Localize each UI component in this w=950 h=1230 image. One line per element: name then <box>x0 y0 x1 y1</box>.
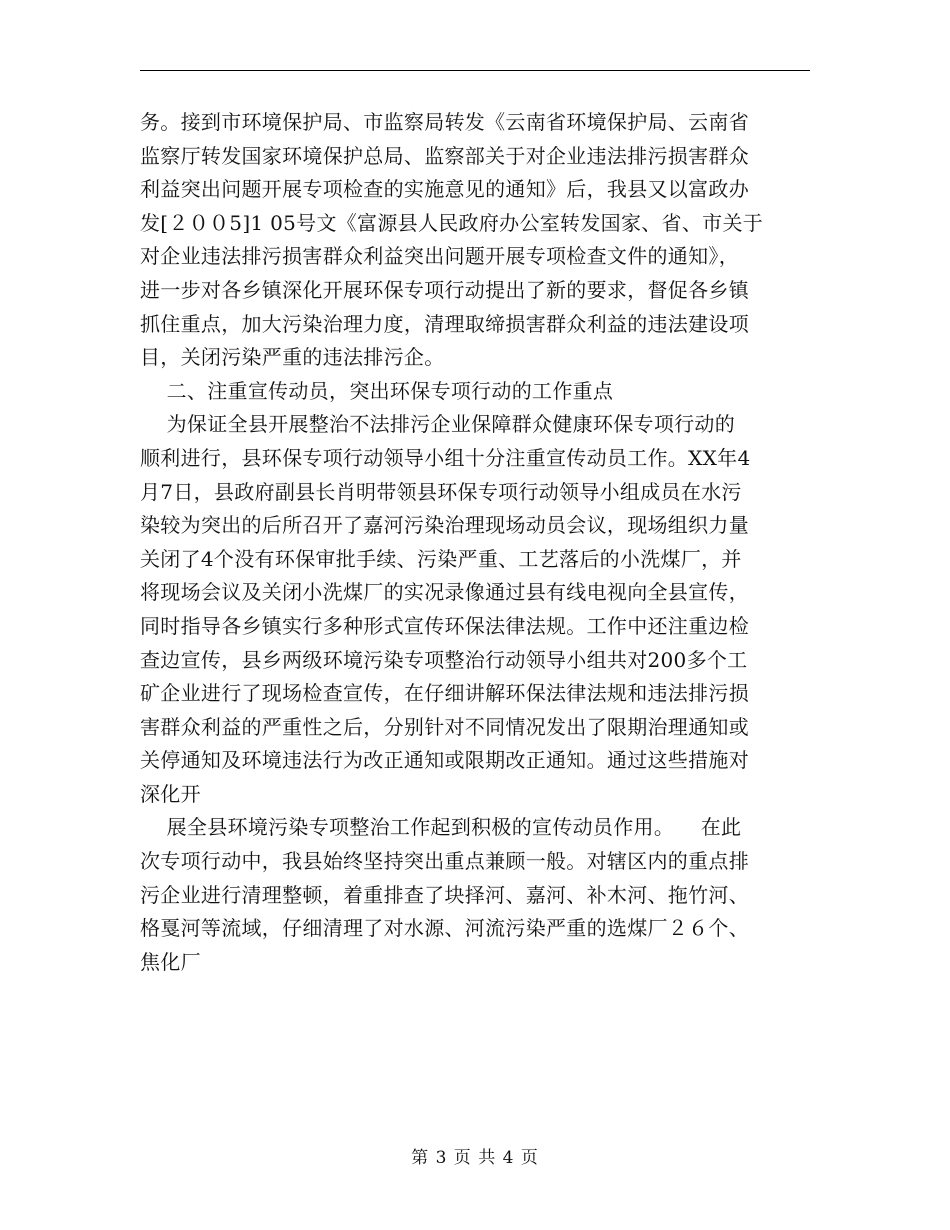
text-line: 矿企业进行了现场检查宣传，在仔细讲解环保法律法规和违法排污损 <box>140 681 749 706</box>
text-line: 对企业违法排污损害群众利益突出问题开展专项检查文件的通知》， <box>140 244 739 269</box>
text-line: 查边宣传，县乡两级环境污染专项整治行动领导小组共对200多个工 <box>140 647 748 672</box>
text-line: 关闭了4个没有环保审批手续、污染严重、工艺落后的小洗煤厂，并 <box>140 546 742 571</box>
text-line: 深化开 <box>140 781 201 806</box>
text-line: 进一步对各乡镇深化开展环保专项行动提出了新的要求，督促各乡镇 <box>140 277 749 302</box>
header-rule <box>140 70 810 71</box>
text-line: 焦化厂 <box>140 949 201 974</box>
text-line: 污企业进行清理整顿，着重排查了块择河、嘉河、补木河、拖竹河、 <box>140 882 749 907</box>
text-line: 同时指导各乡镇实行多种形式宣传环保法律法规。工作中还注重边检 <box>140 613 749 638</box>
text-line: 二、注重宣传动员，突出环保专项行动的工作重点 <box>140 378 614 403</box>
document-body <box>140 106 810 979</box>
text-line: 染较为突出的后所召开了嘉河污染治理现场动员会议，现场组织力量 <box>140 513 749 538</box>
page-number-footer: 第 3 页 共 4 页 <box>411 1148 539 1168</box>
text-line: 害群众利益的严重性之后，分别针对不同情况发出了限期治理通知或 <box>140 714 749 739</box>
text-line: 展全县环境污染专项整治工作起到积极的宣传动员作用。 在此 <box>140 815 742 840</box>
text-line: 关停通知及环境违法行为改正通知或限期改正通知。通过这些措施对 <box>140 748 749 773</box>
text-line: 顺利进行，县环保专项行动领导小组十分注重宣传动员工作。XX年4 <box>140 445 751 470</box>
text-line: 将现场会议及关闭小洗煤厂的实况录像通过县有线电视向全县宣传， <box>140 580 749 605</box>
text-line: 次专项行动中，我县始终坚持突出重点兼顾一般。对辖区内的重点排 <box>140 849 749 874</box>
text-line: 为保证全县开展整治不法排污企业保障群众健康环保专项行动的 <box>140 412 736 437</box>
text-line: 抓住重点，加大污染治理力度，清理取缔损害群众利益的违法建设项 <box>140 311 749 336</box>
text-line: 月7日，县政府副县长肖明带领县环保专项行动领导小组成员在水污 <box>140 479 742 504</box>
text-line: 目，关闭污染严重的违法排污企。 <box>140 345 445 370</box>
text-line: 利益突出问题开展专项检查的实施意见的通知》后，我县又以富政办 <box>140 177 749 202</box>
text-line: 务。接到市环境保护局、市监察局转发《云南省环境保护局、云南省 <box>140 110 749 134</box>
text-line: 格戛河等流域，仔细清理了对水源、河流污染严重的选煤厂２６个、 <box>140 916 749 941</box>
text-line: 发[２００5]1 05号文《富源县人民政府办公室转发国家、省、市关于 <box>140 210 764 235</box>
text-line: 监察厅转发国家环境保护总局、监察部关于对企业违法排污损害群众 <box>140 143 749 168</box>
